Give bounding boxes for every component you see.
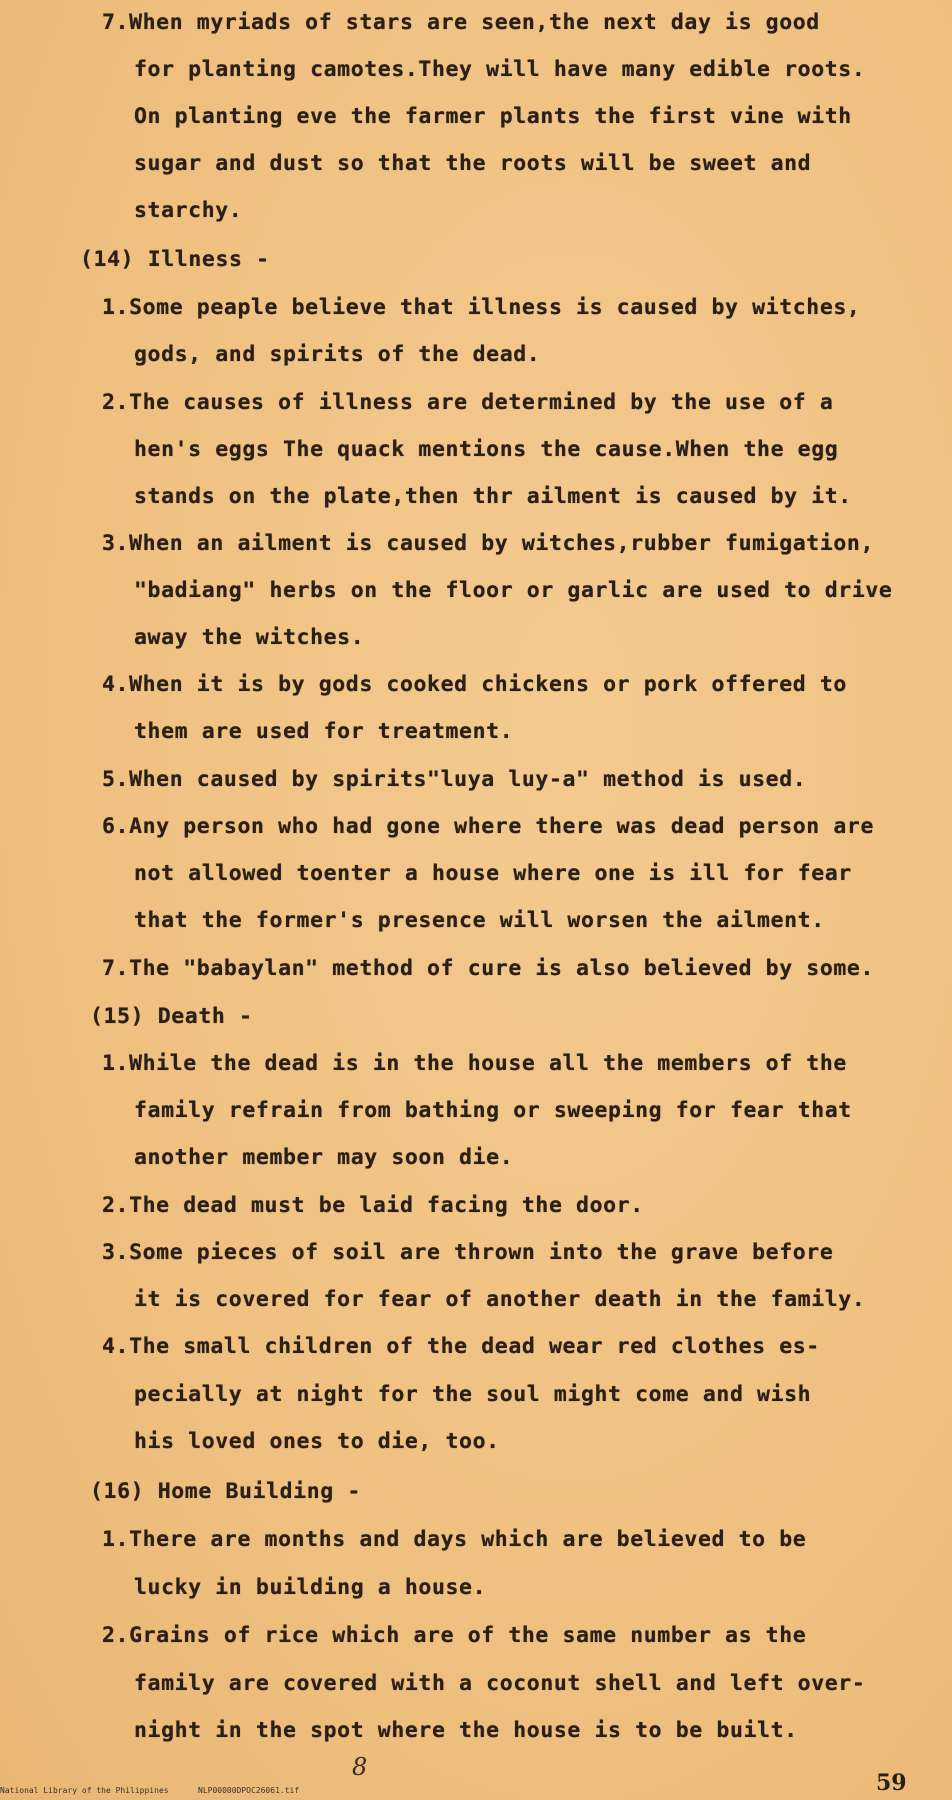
text-line: for planting camotes.They will have many edible roots. (134, 57, 866, 82)
text-line: hen's eggs The quack mentions the cause.When the egg (134, 437, 839, 462)
text-line: lucky in building a house. (134, 1575, 487, 1600)
text-line: 3.When an ailment is caused by witches,rubber fumigation, (102, 531, 875, 556)
text-line: 2.The causes of illness are determined by the use of a (102, 390, 834, 415)
section-heading: (16) Home Building - (90, 1479, 361, 1504)
text-line: them are used for treatment. (134, 719, 514, 744)
text-line: "badiang" herbs on the floor or garlic are used to drive (134, 578, 893, 603)
text-line: 4.The small children of the dead wear red clothes es- (102, 1334, 820, 1359)
handwritten-note: 8 (352, 1753, 368, 1781)
text-line: gods, and spirits of the dead. (134, 342, 541, 367)
text-line: night in the spot where the house is to be built. (134, 1718, 798, 1743)
text-line: stands on the plate,then thr ailment is caused by it. (134, 484, 852, 509)
text-line: family refrain from bathing or sweeping for fear that (134, 1098, 852, 1123)
text-line: his loved ones to die, too. (134, 1429, 500, 1454)
text-line: 1.There are months and days which are believed to be (102, 1527, 807, 1552)
text-line: not allowed toenter a house where one is ill for fear (134, 861, 852, 886)
footer-library-label: National Library of the Philippines (0, 1786, 169, 1795)
text-line: 1.While the dead is in the house all the members of the (102, 1051, 847, 1076)
text-line: 2.The dead must be laid facing the door. (102, 1193, 644, 1218)
text-line: pecially at night for the soul might come and wish (134, 1382, 812, 1407)
text-line: sugar and dust so that the roots will be sweet and (134, 151, 812, 176)
text-line: 7.When myriads of stars are seen,the next day is good (102, 10, 820, 35)
text-line: 3.Some pieces of soil are thrown into the grave before (102, 1240, 834, 1265)
text-line: it is covered for fear of another death in the family. (134, 1287, 866, 1312)
text-line: 6.Any person who had gone where there was dead person are (102, 814, 875, 839)
text-line: family are covered with a coconut shell and left over- (134, 1671, 866, 1696)
text-line: 7.The "babaylan" method of cure is also believed by some. (102, 956, 875, 981)
text-line: starchy. (134, 198, 243, 223)
page-number: 59 (876, 1770, 907, 1796)
text-line: 2.Grains of rice which are of the same number as the (102, 1623, 807, 1648)
text-line: On planting eve the farmer plants the first vine with (134, 104, 852, 129)
section-heading: (14) Illness - (80, 247, 270, 272)
text-line: 1.Some peaple believe that illness is caused by witches, (102, 295, 861, 320)
section-heading: (15) Death - (90, 1004, 253, 1029)
text-line: 5.When caused by spirits"luya luy-a" method is used. (102, 767, 807, 792)
footer-file-label: NLP00000DPOC26061.tif (198, 1786, 300, 1795)
text-line: that the former's presence will worsen the ailment. (134, 908, 825, 933)
text-line: 4.When it is by gods cooked chickens or pork offered to (102, 672, 847, 697)
text-line: away the witches. (134, 625, 365, 650)
text-line: another member may soon die. (134, 1145, 514, 1170)
